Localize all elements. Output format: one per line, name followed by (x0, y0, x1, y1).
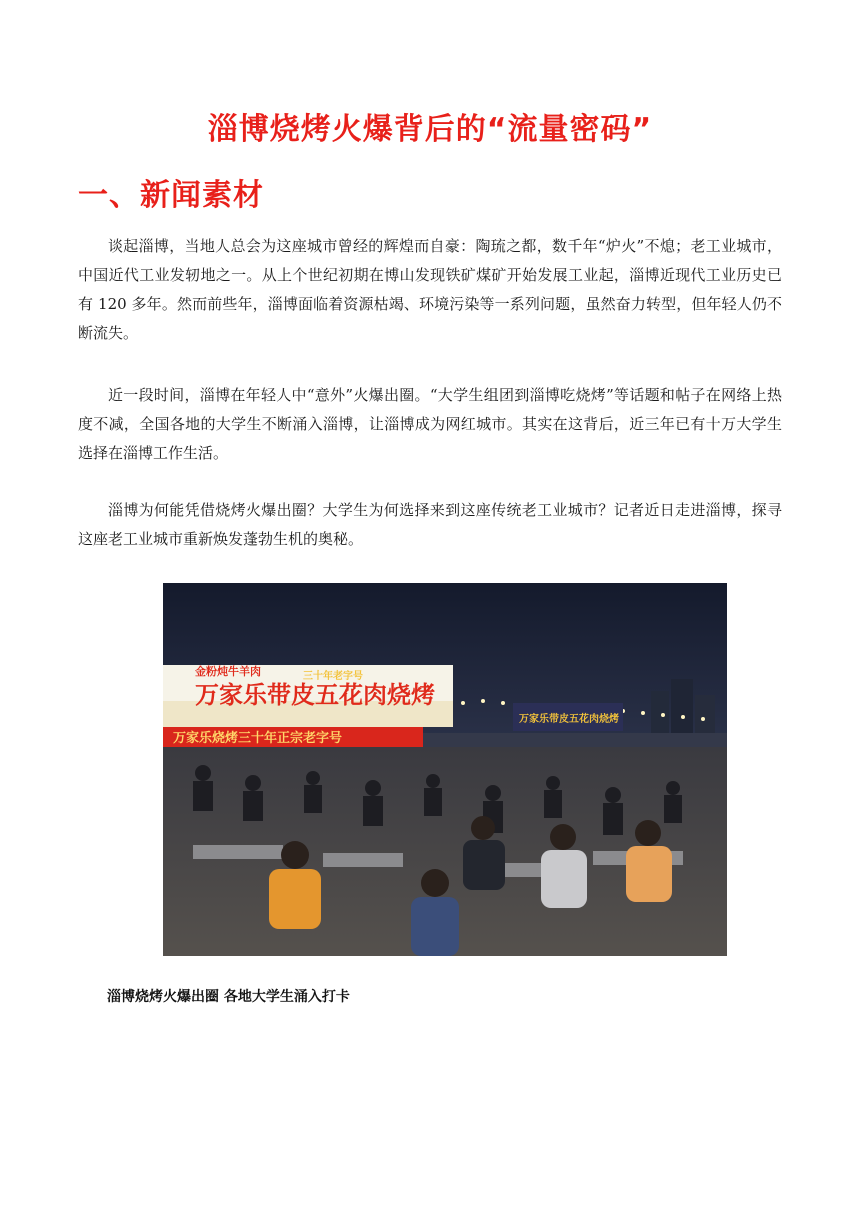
sign-right-text: 万家乐带皮五花肉烧烤 (519, 714, 619, 725)
section-heading: 一、新闻素材 (78, 178, 264, 213)
news-photo (163, 583, 727, 956)
sign-small-left-text: 金粉炖牛羊肉 (195, 665, 261, 678)
sign-main-text: 万家乐带皮五花肉烧烤 (195, 681, 435, 709)
photo-caption: 淄博烧烤火爆出圈 各地大学生涌入打卡 (107, 989, 350, 1005)
sign-sub-text: 万家乐烧烤三十年正宗老字号 (173, 731, 343, 746)
sign-small-top-text: 三十年老字号 (303, 671, 363, 682)
paragraph-1: 谈起淄博，当地人总会为这座城市曾经的辉煌而自豪：陶琉之都，数千年“炉火”不熄；老工业城市，中国近代工业发轫地之一。从上个世纪初期在博山发现铁矿煤矿开始发展工业起，淄博近现代工业历史已有 120 多年。然而前些年，淄博面临着资源枯竭、环境污染等一系列问题，虽然奋力转型，但年轻人仍不断流失。 (78, 237, 782, 342)
document-title: 淄博烧烤火爆背后的“流量密码” (207, 112, 653, 147)
paragraph-3: 淄博为何能凭借烧烤火爆出圈？大学生为何选择来到这座传统老工业城市？记者近日走进淄博，探寻这座老工业城市重新焕发蓬勃生机的奥秘。 (78, 501, 782, 548)
paragraph-2: 近一段时间，淄博在年轻人中“意外”火爆出圈。“大学生组团到淄博吃烧烤”等话题和帖子在网络上热度不减，全国各地的大学生不断涌入淄博，让淄博成为网红城市。其实在这背后，近三年已有十万大学生选择在淄博工作生活。 (78, 386, 782, 462)
